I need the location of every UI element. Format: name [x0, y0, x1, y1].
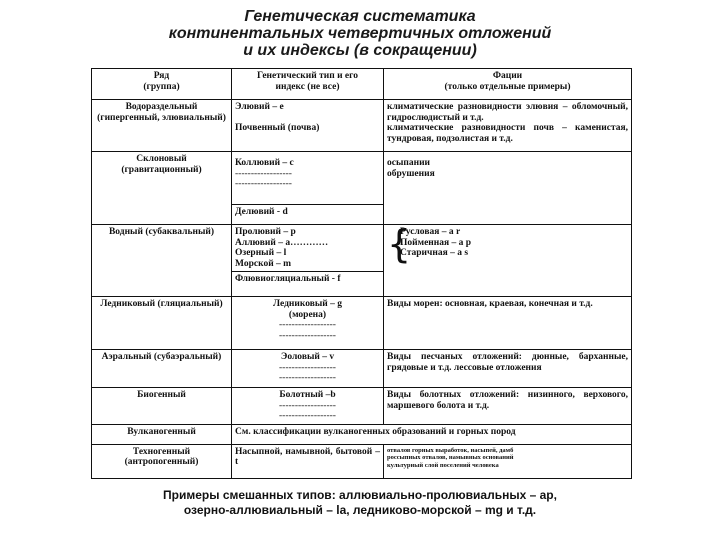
placeholder-dashes: ------------------: [279, 362, 336, 373]
type-marine: Морской – m: [235, 258, 292, 269]
group-cell: Водный (субаквальный): [92, 225, 232, 297]
facies-text: осыпании обрушения: [387, 158, 435, 179]
type-colluvium: Коллювий – с: [235, 158, 294, 168]
type-proluvium: Пролювий – p: [235, 227, 296, 237]
facies-cell: [384, 350, 632, 388]
page-title: [0, 8, 720, 59]
footer-line-2: озерно-аллювиальный – la, ледниково-морской – mg и т.д.: [183, 503, 537, 517]
type-deluvium: Делювий - d: [232, 204, 383, 218]
title-line-1: Генетическая систематика: [244, 8, 476, 25]
placeholder-dashes: ------------------: [279, 330, 336, 341]
table-row: [92, 350, 632, 388]
placeholder-dashes: ------------------: [279, 373, 336, 383]
type-soil: Почвенный (почва): [235, 122, 320, 133]
table-row: [92, 100, 632, 152]
group-cell: Ледниковый (гляциальный): [92, 297, 232, 350]
header-type-sub: индекс (не все): [275, 81, 340, 92]
group-cell: Водораздельный (гипергенный, элювиальный): [92, 100, 232, 152]
facies-cell: [384, 100, 632, 152]
facies-channel: Русловая – a r: [400, 227, 461, 237]
header-group-sub: (группа): [143, 81, 180, 92]
footer-note: [0, 488, 720, 518]
header-group-title: Ряд: [153, 71, 170, 81]
table-row: [92, 444, 632, 478]
facies-cell: [384, 444, 632, 478]
classification-table: [91, 68, 632, 479]
type-eluvium: Элювий – е: [235, 102, 284, 112]
table-row: [92, 424, 632, 444]
type-cell: [232, 225, 384, 297]
type-cell: [232, 297, 384, 350]
group-cell: Вулканогенный: [92, 424, 232, 444]
facies-text: Виды морен: основная, краевая, конечная и т.д.: [387, 299, 593, 309]
title-line-3: и их индексы (в сокращении): [243, 42, 477, 59]
placeholder-dashes: ------------------: [279, 320, 336, 330]
header-type: [232, 69, 384, 100]
facies-cell: [384, 225, 632, 297]
facies-cell: [384, 297, 632, 350]
facies-cell: [384, 388, 632, 425]
facies-cell: [384, 152, 632, 225]
type-cell: [232, 350, 384, 388]
type-alluvium: Аллювий – a…………: [235, 237, 329, 248]
header-facies-title: Фации: [492, 71, 523, 81]
type-cell: [232, 388, 384, 425]
header-facies: [384, 69, 632, 100]
facies-text: отвалов горных выработок, насыпей, дамб россыпных отвалов, намывных оснований культурный слой поселений человека: [387, 446, 514, 469]
type-cell: Насыпной, намывной, бытовой – t: [232, 444, 384, 478]
facies-text: Виды болотных отложений: низинного, верхового, маршевого болота и т.д.: [387, 390, 628, 411]
table-row: [92, 297, 632, 350]
type-glacial: Ледниковый – g: [273, 299, 342, 309]
facies-floodplain: Пойменная – a p: [400, 237, 472, 248]
header-facies-sub: (только отдельные примеры): [444, 81, 571, 92]
facies-text: Виды песчаных отложений: дюнные, барханные, грядовые и т.д. лессовые отложения: [387, 352, 628, 373]
type-moraine: (морена): [288, 309, 327, 320]
type-fluvioglacial: Флювиогляциальный - f: [232, 271, 383, 285]
group-cell: Склоновый (гравитационный): [92, 152, 232, 225]
footer-line-1: Примеры смешанных типов: аллювиально-пролювиальных – ap,: [163, 488, 557, 502]
brace-icon: {: [387, 224, 412, 266]
group-cell: Биогенный: [92, 388, 232, 425]
type-cell: [232, 152, 384, 225]
placeholder-dashes: ------------------: [235, 168, 292, 179]
table-row: [92, 152, 632, 225]
facies-text: климатические разновидности элювия – обломочный, гидрослюдистый и т.д.: [387, 102, 628, 123]
type-cell: [232, 100, 384, 152]
header-group: [92, 69, 232, 100]
facies-oxbow: Старичная – a s: [400, 248, 469, 258]
table-row: [92, 225, 632, 297]
group-cell: Аэральный (субаэральный): [92, 350, 232, 388]
placeholder-dashes: ------------------: [279, 400, 336, 411]
placeholder-dashes: ------------------: [235, 179, 292, 189]
facies-text: климатические разновидности почв – каменистая, тундровая, подзолистая и т.д.: [387, 123, 628, 144]
table-row: [92, 388, 632, 425]
alluvium-facies-group: [387, 224, 628, 266]
placeholder-dashes: ------------------: [279, 411, 336, 421]
title-line-2: континентальных четвертичных отложений: [168, 25, 552, 42]
group-cell: Техногенный (антропогенный): [92, 444, 232, 478]
table-header-row: [92, 69, 632, 100]
type-bog: Болотный –b: [279, 390, 336, 400]
type-aeolian: Эоловый – v: [280, 352, 335, 362]
volcanic-reference-cell: См. классификации вулканогенных образований и горных пород: [232, 424, 632, 444]
type-lacustrine: Озерный – l: [235, 248, 287, 258]
header-type-title: Генетический тип и его: [257, 71, 358, 81]
